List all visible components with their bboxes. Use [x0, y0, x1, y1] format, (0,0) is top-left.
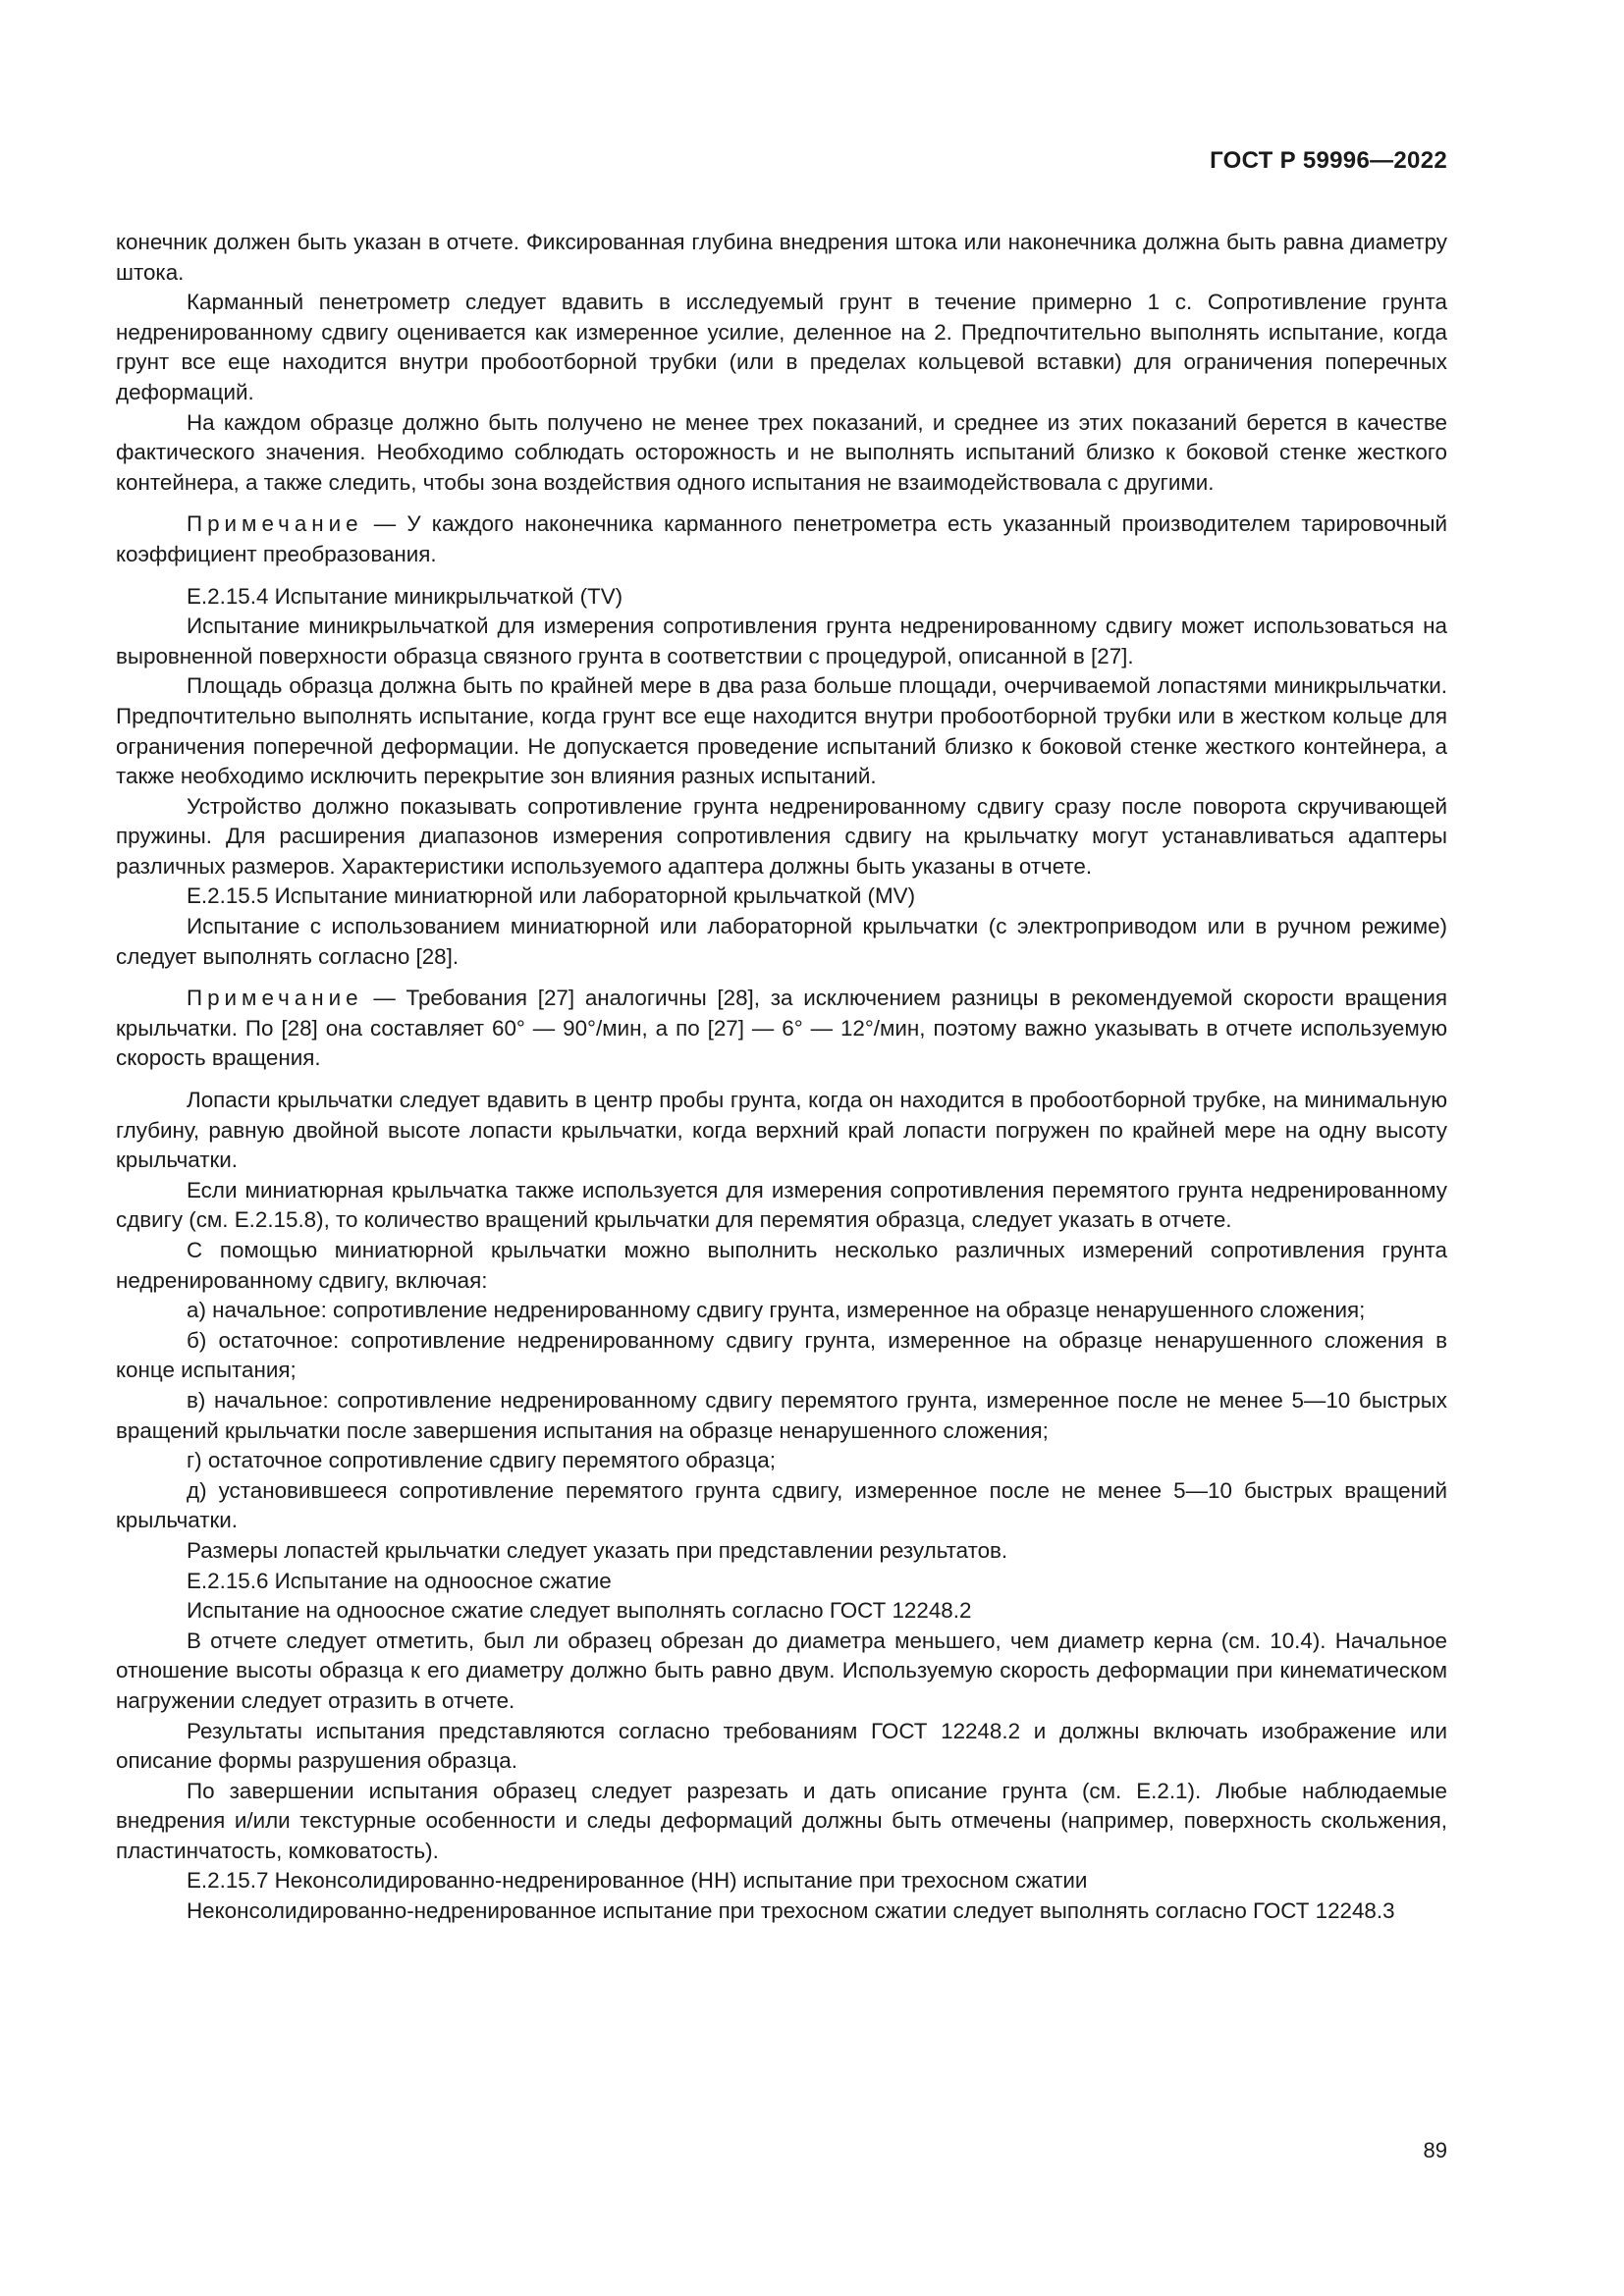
section-heading: E.2.15.6 Испытание на одноосное сжатие — [187, 1568, 612, 1593]
note-paragraph — [116, 984, 1447, 1074]
paragraph: Результаты испытания представляются согласно требованиям ГОСТ 12248.2 и должны включать изображение или описание формы разрушения образца. — [116, 1718, 1447, 1774]
list-item: в) начальное: сопротивление недренированному сдвигу перемятого грунта, измеренное после не менее 5—10 быстрых вращений крыльчатки после завершения испытания на образце ненарушенного сложения; — [116, 1387, 1447, 1443]
paragraph: В отчете следует отметить, был ли образец обрезан до диаметра меньшего, чем диаметр керна (см. 10.4). Начальное отношение высоты образца к его диаметру должно быть равно двум. Используемую скорость деформации при кинематическом нагружении следует отразить в отчете. — [116, 1628, 1447, 1713]
section-heading: E.2.15.4 Испытание миникрыльчаткой (TV) — [187, 583, 623, 609]
paragraph: Если миниатюрная крыльчатка также используется для измерения сопротивления перемятого грунта недренированному сдвигу (см. Е.2.15.8), то количество вращений крыльчатки для перемятия образца, следует указать в отчете. — [116, 1177, 1447, 1233]
paragraph: По завершении испытания образец следует разрезать и дать описание грунта (см. Е.2.1). Любые наблюдаемые внедрения и/или текстурные особенности и следы деформаций должны быть отмечены (например, поверхность скольжения, пластинчатость, комковатость). — [116, 1778, 1447, 1863]
paragraph: На каждом образце должно быть получено не менее трех показаний, и среднее из этих показаний берется в качестве фактического значения. Необходимо соблюдать осторожность и не выполнять испытаний близко к боковой стенке жесткого контейнера, а также следить, чтобы зона воздействия одного испытания не взаимодействовала с другими. — [116, 409, 1447, 495]
paragraph-continuation: конечник должен быть указан в отчете. Фиксированная глубина внедрения штока или наконечника должна быть равна диаметру штока. — [116, 230, 1447, 285]
paragraph: Лопасти крыльчатки следует вдавить в центр пробы грунта, когда он находится в пробоотборной трубке, на минимальную глубину, равную двойной высоте лопасти крыльчатки, когда верхний край лопасти погружен по крайней мере на одну высоту крыльчатки. — [116, 1088, 1447, 1173]
document-code-header: ГОСТ Р 59996—2022 — [1210, 147, 1447, 174]
page-number: 89 — [1423, 2138, 1447, 2163]
note-text: — У каждого наконечника карманного пенетрометра есть указанный производителем тарировочный коэффициент преобразования. — [116, 511, 1447, 566]
document-body — [116, 228, 1447, 1927]
list-item: г) остаточное сопротивление сдвигу перемятого образца; — [187, 1448, 776, 1473]
list-item: б) остаточное: сопротивление недренированному сдвигу грунта, измеренное на образце ненарушенного сложения в конце испытания; — [116, 1327, 1447, 1383]
paragraph: Испытание на одноосное сжатие следует выполнять согласно ГОСТ 12248.2 — [187, 1598, 972, 1624]
list-item: а) начальное: сопротивление недренированному сдвигу грунта, измеренное на образце ненарушенного сложения; — [187, 1298, 1366, 1323]
paragraph: Карманный пенетрометр следует вдавить в исследуемый грунт в течение примерно 1 с. Сопротивление грунта недренированному сдвигу оценивается как измеренное усилие, деленное на 2. Предпочтительно выполнять испытание, когда грунт все еще находится внутри пробоотборной трубки (или в пределах кольцевой вставки) для ограничения поперечных деформаций. — [116, 290, 1447, 404]
note-paragraph — [116, 509, 1447, 569]
paragraph: С помощью миниатюрной крыльчатки можно выполнить несколько различных измерений сопротивления грунта недренированному сдвигу, включая: — [116, 1238, 1447, 1293]
paragraph: Испытание миникрыльчаткой для измерения сопротивления грунта недренированному сдвигу может использоваться на выровненной поверхности образца связного грунта в соответствии с процедурой, описанной в [27]. — [116, 614, 1447, 668]
section-heading: E.2.15.5 Испытание миниатюрной или лабораторной крыльчаткой (MV) — [187, 883, 916, 909]
paragraph: Размеры лопастей крыльчатки следует указать при представлении результатов. — [187, 1537, 1008, 1563]
note-label: Примечание — [187, 511, 363, 537]
section-heading: E.2.15.7 Неконсолидированно-недренированное (НН) испытание при трехосном сжатии — [187, 1868, 1088, 1894]
paragraph: Устройство должно показывать сопротивление грунта недренированному сдвигу сразу после поворота скручивающей пружины. Для расширения диапазонов измерения сопротивления сдвигу на крыльчатку могут устанавливаться адаптеры различных размеров. Характеристики используемого адаптера должны быть указаны в отчете. — [116, 793, 1447, 879]
note-text: — Требования [27] аналогичны [28], за исключением разницы в рекомендуемой скорости вращения крыльчатки. По [28] она составляет 60° — 90°/мин, а по [27] — 6° — 12°/мин, поэтому важно указывать в отчете используемую скорость вращения. — [116, 986, 1447, 1071]
list-item: д) установившееся сопротивление перемятого грунта сдвигу, измеренное после не менее 5—10 быстрых вращений крыльчатки. — [116, 1477, 1447, 1533]
paragraph: Неконсолидированно-недренированное испытание при трехосном сжатии следует выполнять согласно ГОСТ 12248.3 — [187, 1898, 1395, 1924]
paragraph: Площадь образца должна быть по крайней мере в два раза больше площади, очерчиваемой лопастями миникрыльчатки. Предпочтительно выполнять испытание, когда грунт все еще находится внутри пробоотборной трубки или в жестком кольце для ограничения поперечной деформации. Не допускается проведение испытаний близко к боковой стенке жесткого контейнера, а также необходимо исключить перекрытие зон влияния разных испытаний. — [116, 673, 1447, 789]
note-label: Примечание — [187, 986, 363, 1011]
paragraph: Испытание с использованием миниатюрной или лабораторной крыльчатки (с электроприводом или в ручном режиме) следует выполнять согласно [28]. — [116, 914, 1447, 969]
